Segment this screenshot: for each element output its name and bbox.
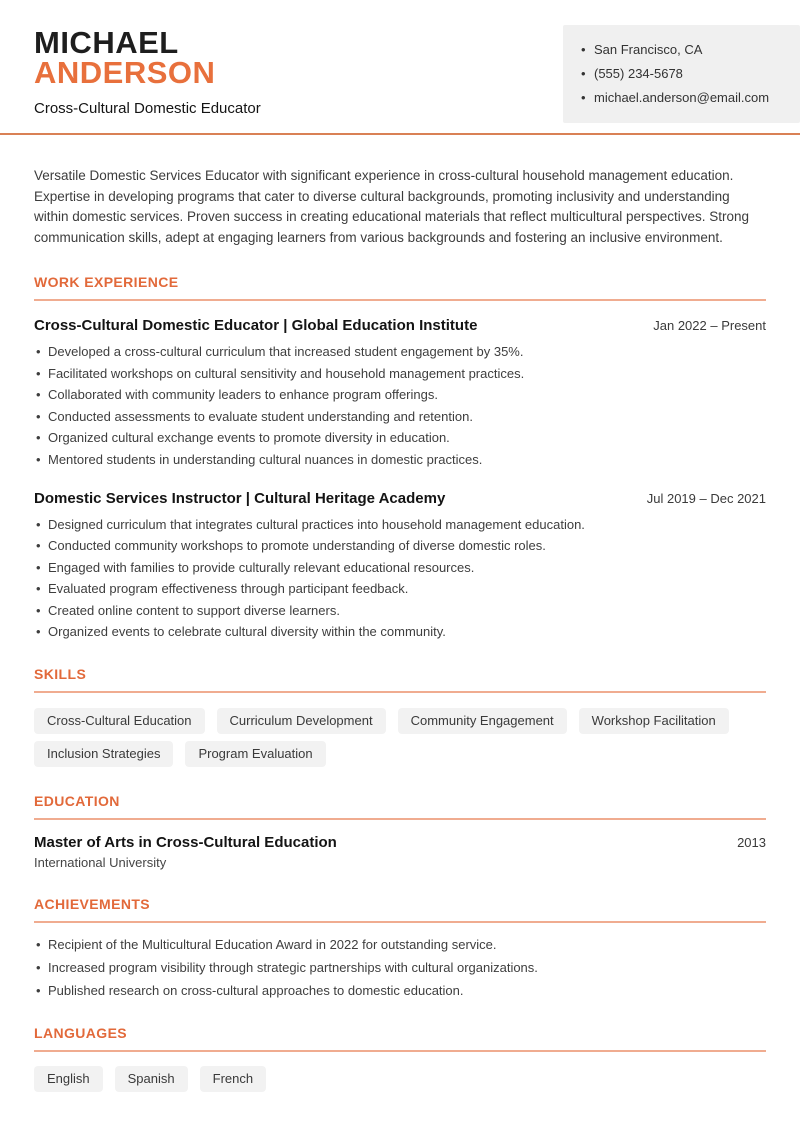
job-header [34,317,766,334]
job-title: Domestic Services Instructor | Cultural Heritage Academy [34,489,446,507]
resume-body [0,166,800,1092]
education-header [34,834,766,851]
skills-pill-list [34,708,766,767]
achievements-list [34,937,766,999]
achievements-heading: ACHIEVEMENTS [34,896,766,923]
contact-email: • michael.anderson@email.com [581,90,786,106]
education-school: International University [34,855,167,870]
language-pill: English [34,1066,103,1092]
candidate-headline: Cross-Cultural Domestic Educator [34,100,261,117]
job-header [34,490,766,507]
job-bullet: • Created online content to support diverse learners. [34,603,766,619]
candidate-last-name: ANDERSON [34,55,216,90]
job-bullet: • Conducted assessments to evaluate student understanding and retention. [34,409,766,425]
contact-info-box [563,25,800,123]
job-entry [34,490,766,641]
job-bullet: • Designed curriculum that integrates cultural practices into household management education. [34,517,766,533]
header-divider [0,133,800,135]
achievement-bullet: • Recipient of the Multicultural Education Award in 2022 for outstanding service. [34,937,766,953]
education-heading: EDUCATION [34,793,766,820]
professional-summary: Versatile Domestic Services Educator with significant experience in cross-cultural household management education. Expertise in developing programs that cater to diverse cultural backgrounds, promoting inclusivity and understanding within domestic services. Proven success in creating educational materials that reflect multicultural perspectives. Strong communication skills, adept at engaging learners from various backgrounds and fostering an inclusive environment. [34,168,750,245]
work-experience-heading: WORK EXPERIENCE [34,274,766,301]
skill-pill: Community Engagement [398,708,567,734]
achievement-bullet: • Published research on cross-cultural approaches to domestic education. [34,983,766,999]
section-education [34,793,766,870]
job-bullet: • Collaborated with community leaders to enhance program offerings. [34,387,766,403]
language-pill: French [200,1066,266,1092]
contact-location: • San Francisco, CA [581,42,786,58]
skill-pill: Cross-Cultural Education [34,708,205,734]
job-entry [34,317,766,468]
language-pill: Spanish [115,1066,188,1092]
job-bullet: • Engaged with families to provide culturally relevant educational resources. [34,560,766,576]
job-bullet: • Developed a cross-cultural curriculum that increased student engagement by 35%. [34,344,766,360]
education-degree: Master of Arts in Cross-Cultural Education [34,834,337,851]
skill-pill: Curriculum Development [217,708,386,734]
job-dates: Jan 2022 – Present [653,318,766,333]
achievement-bullet: • Increased program visibility through strategic partnerships with cultural organizations. [34,960,766,976]
education-entry [34,834,766,870]
skill-pill: Workshop Facilitation [579,708,729,734]
languages-pill-list [34,1066,766,1092]
languages-heading: LANGUAGES [34,1025,766,1052]
job-bullet: • Organized events to celebrate cultural diversity within the community. [34,624,766,640]
candidate-first-name: MICHAEL [34,25,179,60]
contact-phone: • (555) 234-5678 [581,66,786,82]
job-bullet: • Mentored students in understanding cultural nuances in domestic practices. [34,452,766,468]
job-bullet: • Evaluated program effectiveness through participant feedback. [34,581,766,597]
job-dates: Jul 2019 – Dec 2021 [646,490,766,506]
section-languages [34,1025,766,1092]
section-work-experience [34,274,766,640]
job-bullet: • Organized cultural exchange events to promote diversity in education. [34,430,766,446]
job-bullet: • Facilitated workshops on cultural sensitivity and household management practices. [34,366,766,382]
education-year: 2013 [737,835,766,850]
skills-heading: SKILLS [34,666,766,693]
job-bullet-list [34,344,766,468]
skill-pill: Inclusion Strategies [34,741,173,767]
resume-header [0,0,800,133]
section-achievements [34,896,766,999]
contact-list [581,42,786,106]
job-title: Cross-Cultural Domestic Educator | Global Education Institute [34,317,478,334]
job-bullet: • Conducted community workshops to promote understanding of diverse domestic roles. [34,538,766,554]
skill-pill: Program Evaluation [185,741,325,767]
job-bullet-list [34,517,766,641]
section-skills [34,666,766,767]
